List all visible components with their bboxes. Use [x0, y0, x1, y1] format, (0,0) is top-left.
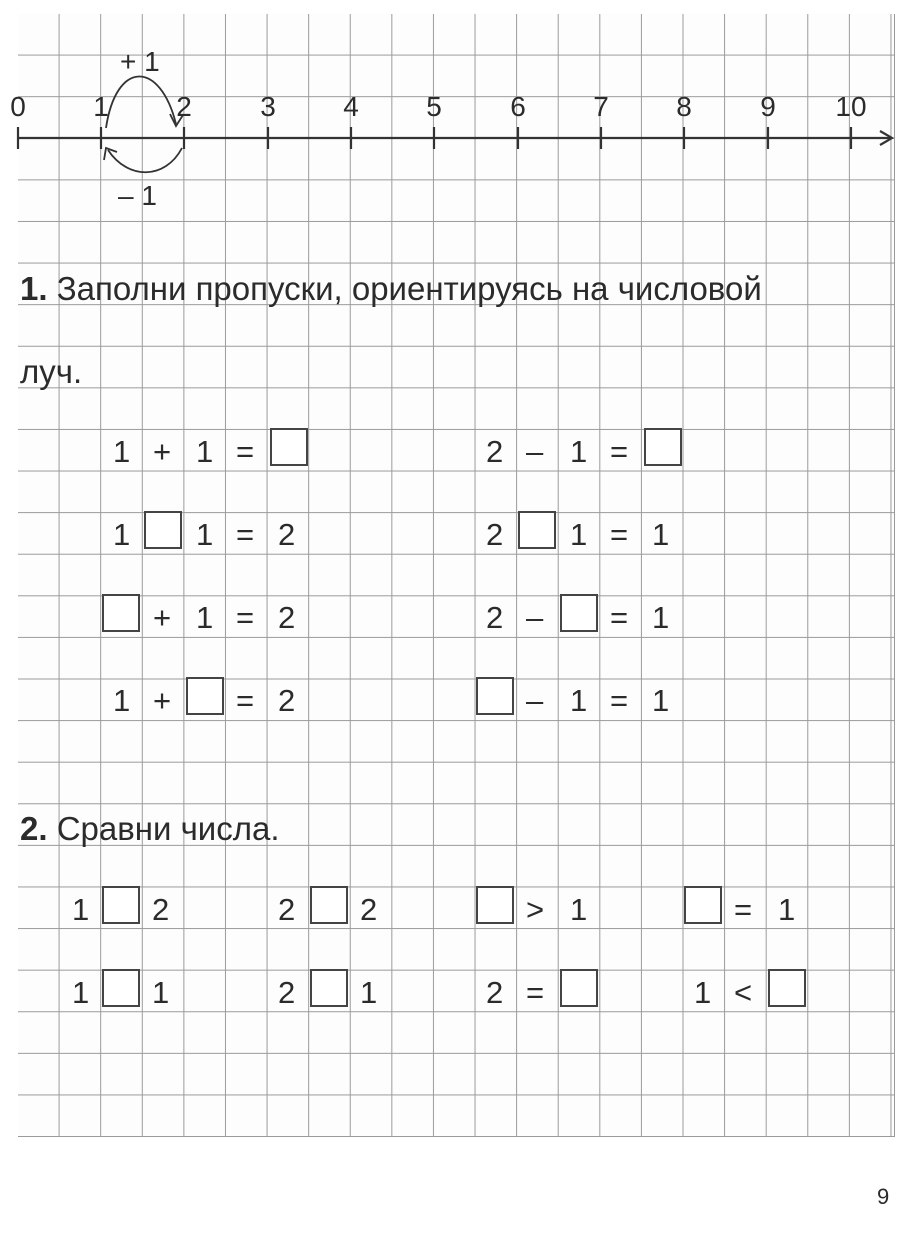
cmp2-a: 2: [278, 892, 296, 927]
tick-label-5: 5: [426, 91, 442, 122]
task2-heading: [20, 812, 280, 845]
eq4-right-op: –: [526, 683, 544, 718]
eq3-left-res: 2: [278, 600, 296, 635]
answer-box[interactable]: [144, 511, 182, 549]
answer-box[interactable]: [684, 886, 722, 924]
cmp7-sign: =: [526, 975, 545, 1010]
cmp6-b: 1: [360, 975, 378, 1010]
eq4-right-eq: =: [610, 683, 629, 718]
task2-text: Сравни числа.: [47, 810, 280, 847]
answer-box[interactable]: [186, 677, 224, 715]
eq1-left-op: +: [153, 434, 172, 469]
cmp5-b: 1: [152, 975, 170, 1010]
answer-box[interactable]: [768, 969, 806, 1007]
cmp4-b: 1: [778, 892, 796, 927]
eq1-right-op: –: [526, 434, 544, 469]
cmp4-sign: =: [734, 892, 753, 927]
task2-number: 2.: [20, 810, 48, 847]
answer-box[interactable]: [560, 594, 598, 632]
tick-label-2: 2: [176, 91, 192, 122]
plus-one-arc: [106, 76, 176, 128]
answer-box[interactable]: [560, 969, 598, 1007]
tick-label-7: 7: [593, 91, 609, 122]
task1-number: 1.: [20, 270, 48, 307]
cmp2-b: 2: [360, 892, 378, 927]
answer-box[interactable]: [644, 428, 682, 466]
eq2-left-n1: 1: [113, 517, 131, 552]
eq3-right-n1: 2: [486, 600, 504, 635]
tick-label-8: 8: [676, 91, 692, 122]
cmp1-a: 1: [72, 892, 90, 927]
eq4-left-eq: =: [236, 683, 255, 718]
tick-label-6: 6: [510, 91, 526, 122]
task1-heading-line2: луч.: [20, 353, 83, 390]
task1-text: Заполни пропуски, ориентируясь на числовой: [47, 270, 762, 307]
cmp5-a: 1: [72, 975, 90, 1010]
cmp3-b: 1: [570, 892, 588, 927]
eq2-right-eq: =: [610, 517, 629, 552]
cmp7-a: 2: [486, 975, 504, 1010]
tick-label-0: 0: [10, 91, 26, 122]
page-number: 9: [877, 1184, 890, 1209]
eq3-left-eq: =: [236, 600, 255, 635]
eq1-left-n1: 1: [113, 434, 131, 469]
eq2-left-eq: =: [236, 517, 255, 552]
cmp6-a: 2: [278, 975, 296, 1010]
answer-box[interactable]: [102, 969, 140, 1007]
eq3-left-op: +: [153, 600, 172, 635]
answer-box[interactable]: [476, 886, 514, 924]
eq1-left-eq: =: [236, 434, 255, 469]
eq1-right-n2: 1: [570, 434, 588, 469]
eq3-right-op: –: [526, 600, 544, 635]
tick-label-10: 10: [835, 91, 867, 122]
answer-box[interactable]: [476, 677, 514, 715]
tick-label-3: 3: [260, 91, 276, 122]
eq2-right-n2: 1: [570, 517, 588, 552]
cmp8-a: 1: [694, 975, 712, 1010]
minus-one-arc: [108, 148, 182, 172]
eq3-left-n2: 1: [196, 600, 214, 635]
plus-one-label: + 1: [120, 46, 160, 77]
answer-box[interactable]: [310, 969, 348, 1007]
minus-one-label: – 1: [118, 180, 157, 211]
eq2-left-n2: 1: [196, 517, 214, 552]
cmp8-sign: <: [734, 975, 753, 1010]
cmp3-sign: >: [526, 892, 545, 927]
answer-box[interactable]: [102, 594, 140, 632]
answer-box[interactable]: [102, 886, 140, 924]
task1-heading: [20, 272, 762, 305]
eq1-right-eq: =: [610, 434, 629, 469]
eq4-right-res: 1: [652, 683, 670, 718]
eq2-right-n1: 2: [486, 517, 504, 552]
answer-box[interactable]: [310, 886, 348, 924]
eq2-left-res: 2: [278, 517, 296, 552]
eq4-right-n2: 1: [570, 683, 588, 718]
cmp1-b: 2: [152, 892, 170, 927]
answer-box[interactable]: [270, 428, 308, 466]
answer-box[interactable]: [518, 511, 556, 549]
eq3-right-res: 1: [652, 600, 670, 635]
eq4-left-n1: 1: [113, 683, 131, 718]
tick-label-4: 4: [343, 91, 359, 122]
tick-label-1: 1: [93, 91, 109, 122]
eq3-right-eq: =: [610, 600, 629, 635]
eq4-left-res: 2: [278, 683, 296, 718]
tick-label-9: 9: [760, 91, 776, 122]
eq2-right-res: 1: [652, 517, 670, 552]
eq1-right-n1: 2: [486, 434, 504, 469]
eq4-left-op: +: [153, 683, 172, 718]
eq1-left-n2: 1: [196, 434, 214, 469]
